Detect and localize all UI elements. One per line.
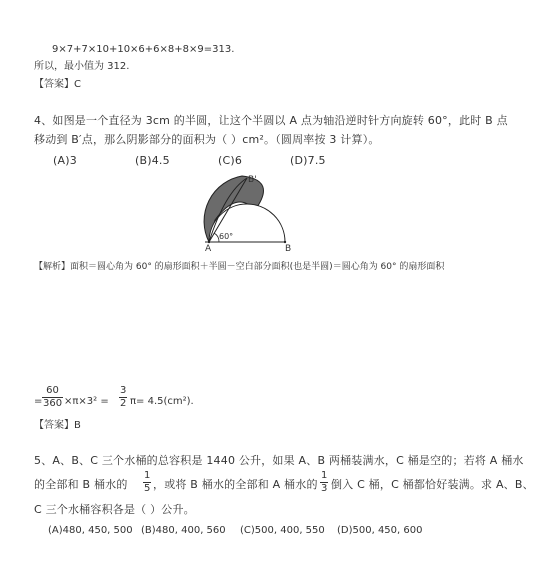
q4-option-b: (B)4.5 — [135, 154, 170, 167]
q4-answer: 【答案】B — [34, 420, 81, 431]
formula-prefix: = — [34, 396, 43, 407]
q5-line2-a: 的全部和 B 桶水的 — [34, 478, 128, 491]
point-b — [284, 241, 286, 243]
q5-fraction-2 — [320, 471, 328, 494]
label-b-prime: B' — [248, 175, 257, 185]
semicircle-figure — [185, 170, 305, 250]
formula-frac2-den: 2 — [120, 398, 127, 409]
formula-fraction-2 — [119, 386, 127, 409]
q4-text-line1: 4、如图是一个直径为 3cm 的半圆，让这个半圆以 A 点为轴沿逆时针方向旋转 60°，此时 B 点 — [34, 114, 508, 127]
q5-option-c: (C)500, 400, 550 — [240, 525, 325, 536]
q4-option-c: (C)6 — [218, 154, 243, 167]
prev-answer: 【答案】C — [34, 79, 81, 90]
q5-line2-b: ，或将 B 桶水的全部和 A 桶水的 — [153, 478, 318, 491]
q4-option-d: (D)7.5 — [290, 154, 326, 167]
formula-frac1-den: 360 — [43, 398, 63, 409]
q5-frac2-den: 3 — [321, 483, 328, 494]
q5-option-b: (B)480, 400, 560 — [141, 525, 226, 536]
q4-option-a: (A)3 — [53, 154, 77, 167]
q5-frac2-num: 1 — [321, 470, 328, 481]
formula-fraction-1 — [42, 386, 63, 409]
q4-analysis: 【解析】面积＝圆心角为 60° 的扇形面积＋半圆－空白部分面积(也是半圆)＝圆心角为 60° 的扇形面积 — [34, 262, 445, 272]
q5-fraction-1 — [143, 471, 151, 494]
q5-line1: 5、A、B、C 三个水桶的总容积是 1440 公升，如果 A、B 两桶装满水，C 桶是空的；若将 A 桶水 — [34, 454, 524, 467]
point-a — [208, 241, 210, 243]
q5-option-a: (A)480, 450, 500 — [48, 525, 133, 536]
prev-conclusion: 所以，最小值为 312. — [34, 61, 130, 72]
q5-option-d: (D)500, 450, 600 — [337, 525, 423, 536]
q4-text-line2: 移动到 B′点，那么阴影部分的面积为（ ）cm²。（圆周率按 3 计算）。 — [34, 133, 380, 146]
label-angle: 60° — [219, 232, 234, 241]
q5-frac1-den: 5 — [144, 483, 151, 494]
prev-calc: 9×7+7×10+10×6+6×8+8×9=313. — [52, 44, 235, 55]
label-a: A — [205, 244, 212, 254]
formula-mid: ×π×3² = — [64, 396, 109, 407]
q5-line3: C 三个水桶容积各是（ ）公升。 — [34, 503, 195, 516]
formula-frac1-num: 60 — [46, 385, 59, 396]
formula-frac2-num: 3 — [120, 385, 127, 396]
q5-line2-c: 倒入 C 桶，C 桶都恰好装满。求 A、B、 — [331, 478, 534, 491]
formula-suffix: π= 4.5(cm²). — [130, 396, 194, 407]
q5-frac1-num: 1 — [144, 470, 151, 481]
label-b: B — [285, 244, 292, 254]
